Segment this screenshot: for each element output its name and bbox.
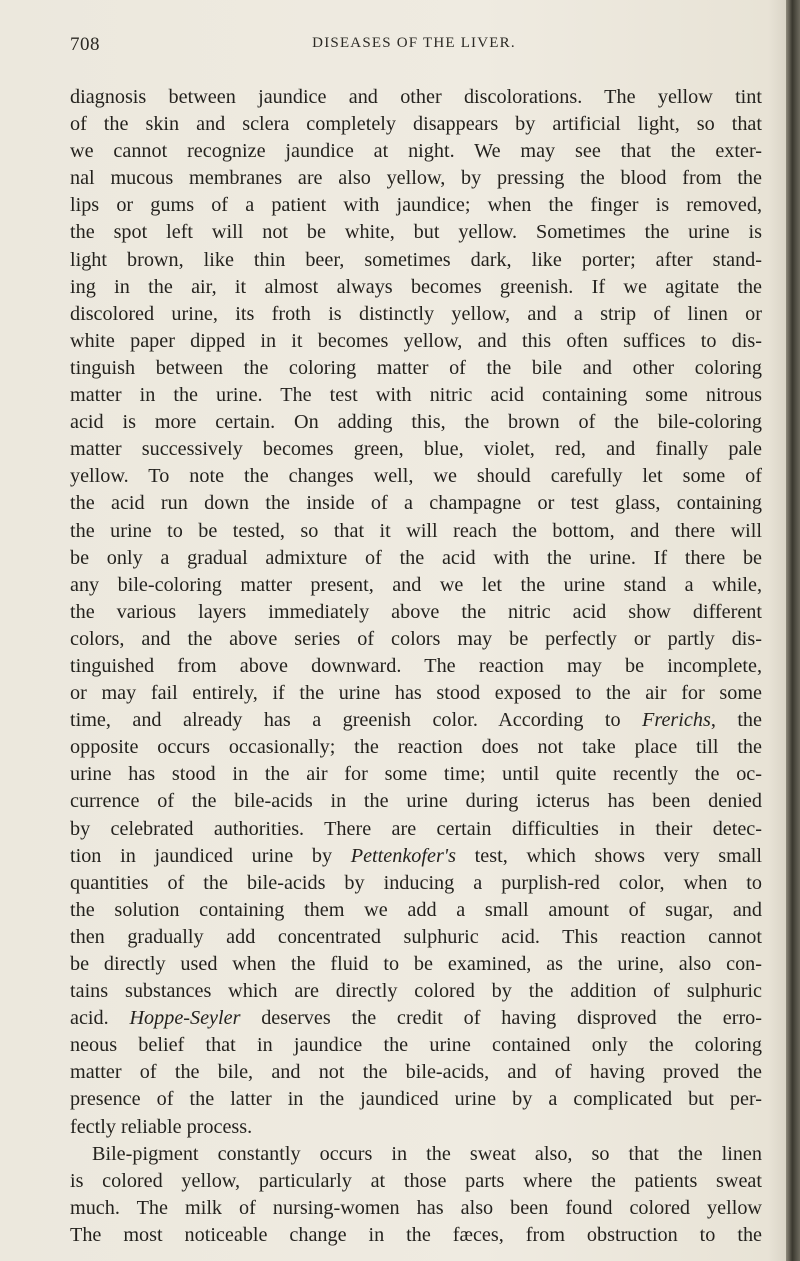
text-segment: deserves the credit of having disproved the erro- (240, 1007, 762, 1030)
text-segment: light brown, like thin beer, sometimes dark, like porter; after stand- (70, 248, 762, 271)
text-segment: , the (710, 709, 762, 732)
running-title: DISEASES OF THE LIVER. (312, 35, 516, 51)
text-line (70, 84, 762, 111)
text-line (70, 680, 762, 707)
text-line (70, 1141, 762, 1168)
text-line (70, 1086, 762, 1113)
text-line (70, 192, 762, 219)
text-segment: presence of the latter in the jaundiced urine by a complicated but per- (70, 1088, 762, 1111)
text-line (70, 436, 762, 463)
text-segment: is colored yellow, particularly at those parts where the patients sweat (70, 1169, 762, 1192)
text-line (70, 274, 762, 301)
text-segment: by celebrated authorities. There are certain difficulties in their detec- (70, 817, 762, 840)
page-number: 708 (70, 34, 100, 55)
text-segment: acid. (70, 1007, 130, 1030)
text-line (70, 761, 762, 788)
text-segment: yellow. To note the changes well, we should carefully let some of (70, 465, 762, 488)
text-segment: white paper dipped in it becomes yellow, and this often suffices to dis- (70, 329, 762, 352)
text-line (70, 870, 762, 897)
text-line (70, 653, 762, 680)
text-line (70, 247, 762, 274)
text-line (70, 816, 762, 843)
text-segment: tion in jaundiced urine by (70, 844, 351, 867)
text-line (70, 1059, 762, 1086)
text-line (70, 463, 762, 490)
text-line (70, 1168, 762, 1195)
text-line (70, 1195, 762, 1222)
text-line (70, 355, 762, 382)
text-segment: opposite occurs occasionally; the reaction does not take place till the (70, 736, 762, 759)
text-segment: then gradually add concentrated sulphuric acid. This reaction cannot (70, 925, 762, 948)
text-line (70, 599, 762, 626)
text-segment: ing in the air, it almost always becomes greenish. If we agitate the (70, 275, 762, 298)
text-line (70, 545, 762, 572)
text-segment: the urine to be tested, so that it will reach the bottom, and there will (70, 519, 762, 542)
text-line (70, 490, 762, 517)
text-line (70, 382, 762, 409)
text-line (70, 843, 762, 870)
book-spine-edge (786, 0, 800, 1261)
text-segment: of the skin and sclera completely disappears by artificial light, so that (70, 113, 762, 136)
text-segment: matter of the bile, and not the bile-acids, and of having proved the (70, 1061, 762, 1084)
text-line (70, 951, 762, 978)
text-segment: The most noticeable change in the fæces, from obstruction to the (70, 1223, 762, 1246)
text-segment: matter successively becomes green, blue, violet, red, and finally pale (70, 438, 762, 461)
italic-author-name: Hoppe-Seyler (129, 1007, 241, 1030)
text-line (70, 301, 762, 328)
body-text (70, 84, 762, 1249)
text-line (70, 409, 762, 436)
text-segment: the various layers immediately above the nitric acid show different (70, 600, 762, 623)
text-line (70, 924, 762, 951)
text-line (70, 1114, 762, 1141)
text-line (70, 734, 762, 761)
text-segment: or may fail entirely, if the urine has stood exposed to the air for some (70, 682, 762, 705)
running-head (70, 34, 758, 58)
text-segment: tinguish between the coloring matter of the bile and other coloring (70, 356, 762, 379)
text-segment: diagnosis between jaundice and other discolorations. The yellow tint (70, 86, 762, 108)
text-segment: the solution containing them we add a small amount of sugar, and (70, 898, 762, 921)
text-segment: be only a gradual admixture of the acid with the urine. If there be (70, 546, 762, 569)
text-segment: discolored urine, its froth is distinctly yellow, and a strip of linen or (70, 302, 762, 325)
text-line (70, 138, 762, 165)
text-segment: urine has stood in the air for some time; until quite recently the oc- (70, 763, 762, 786)
text-segment: matter in the urine. The test with nitric acid containing some nitrous (70, 384, 762, 407)
text-segment: nal mucous membranes are also yellow, by pressing the blood from the (70, 167, 762, 190)
text-segment: test, which shows very small (455, 844, 762, 867)
text-segment: be directly used when the fluid to be examined, as the urine, also con- (70, 953, 762, 975)
text-segment: currence of the bile-acids in the urine during icterus has been denied (70, 790, 762, 813)
text-line (70, 1032, 762, 1059)
text-segment: neous belief that in jaundice the urine contained only the coloring (70, 1034, 762, 1057)
text-line (70, 707, 762, 734)
text-line (70, 1222, 762, 1249)
text-line (70, 1005, 762, 1032)
text-line (70, 626, 762, 653)
text-line (70, 788, 762, 815)
italic-author-name: Frerichs (642, 709, 711, 732)
text-segment: the acid run down the inside of a champagne or test glass, containing (70, 492, 762, 515)
text-segment: fectly reliable process. (70, 1115, 253, 1138)
text-line (70, 897, 762, 924)
text-segment: Bile-pigment constantly occurs in the sweat also, so that the linen (92, 1142, 762, 1165)
text-segment: acid is more certain. On adding this, the brown of the bile-coloring (70, 411, 762, 434)
text-line (70, 219, 762, 246)
text-segment: time, and already has a greenish color. According to (70, 709, 643, 732)
text-line (70, 111, 762, 138)
italic-author-name: Pettenkofer's (350, 844, 456, 867)
text-line (70, 978, 762, 1005)
text-segment: lips or gums of a patient with jaundice; when the finger is removed, (70, 194, 762, 217)
text-segment: colors, and the above series of colors may be perfectly or partly dis- (70, 627, 762, 650)
text-segment: much. The milk of nursing-women has also been found colored yellow (70, 1196, 762, 1219)
text-segment: the spot left will not be white, but yellow. Sometimes the urine is (70, 221, 762, 244)
text-segment: tains substances which are directly colored by the addition of sulphuric (70, 980, 762, 1003)
text-line (70, 165, 762, 192)
text-segment: we cannot recognize jaundice at night. We may see that the exter- (70, 140, 762, 163)
text-line (70, 328, 762, 355)
text-segment: quantities of the bile-acids by inducing a purplish-red color, when to (70, 871, 762, 894)
text-line (70, 518, 762, 545)
text-segment: any bile-coloring matter present, and we let the urine stand a while, (70, 573, 762, 596)
text-line (70, 572, 762, 599)
text-segment: tinguished from above downward. The reaction may be incomplete, (70, 654, 762, 677)
